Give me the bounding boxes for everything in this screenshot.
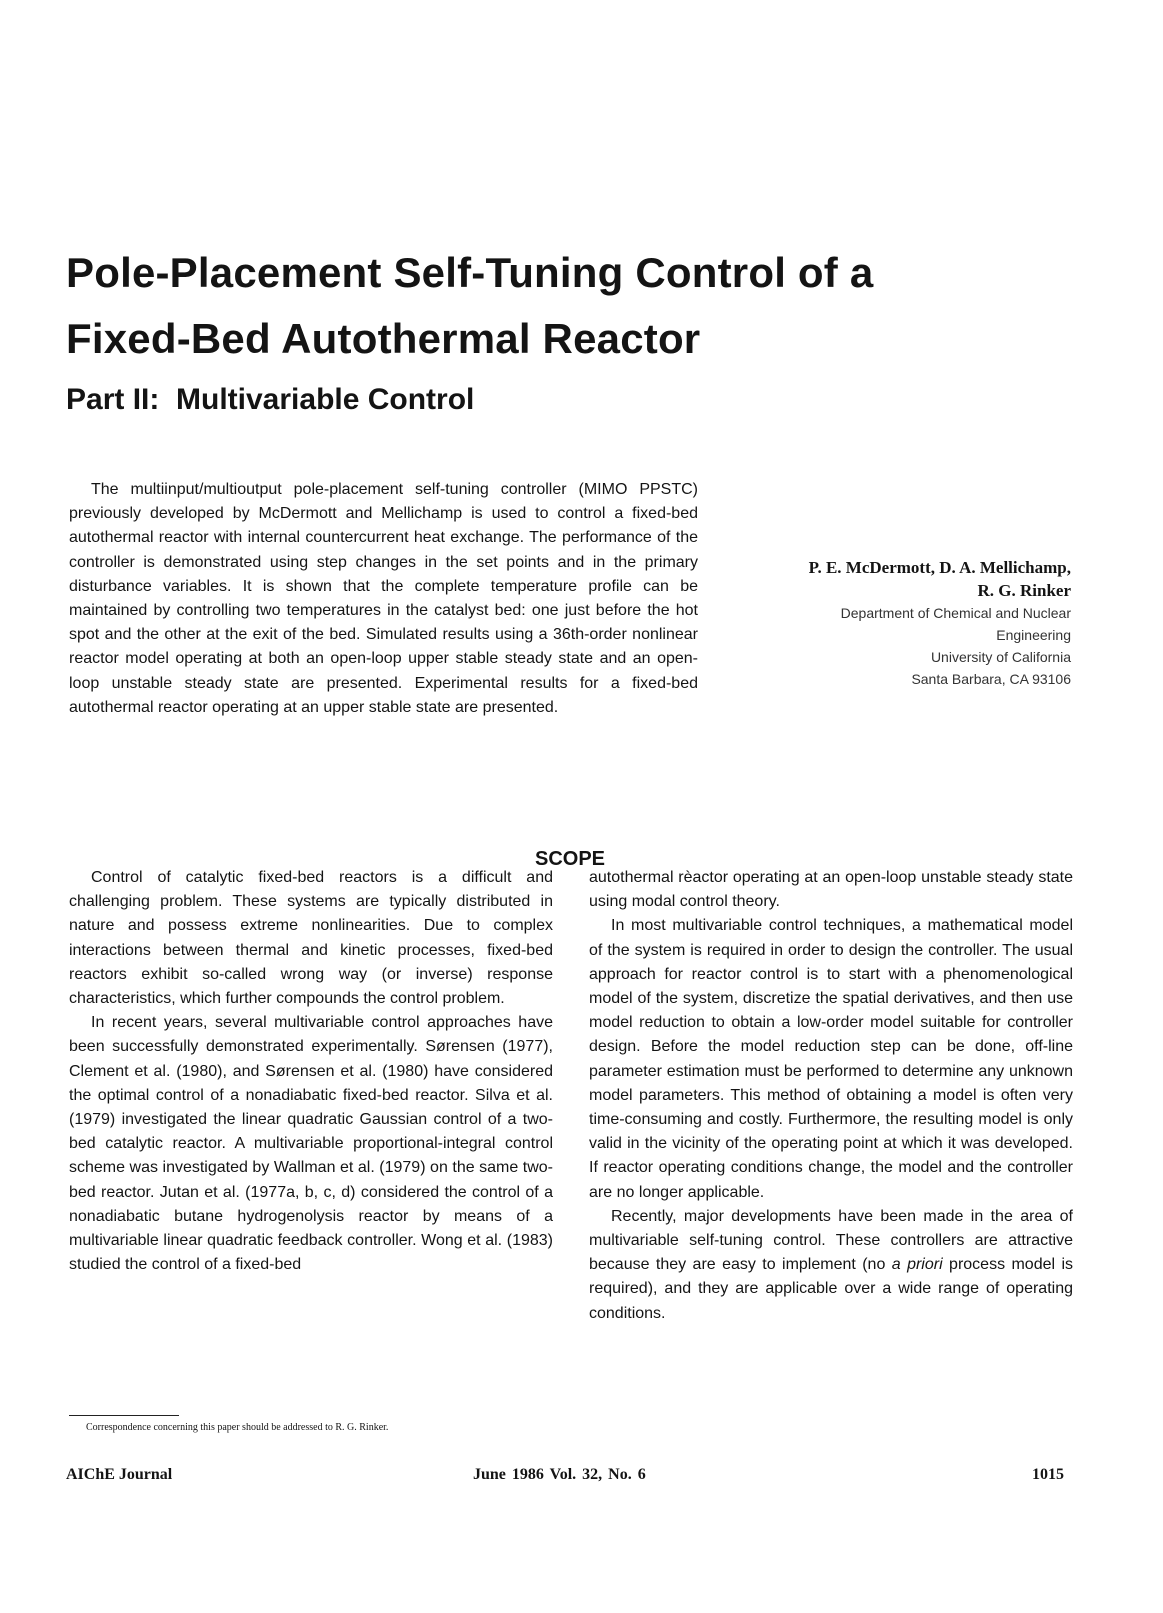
author-block bbox=[711, 556, 1071, 690]
scope-text: process model is required), and they are applicable over a wide range of operating conditions. bbox=[589, 1256, 1074, 1322]
affiliation-line-1: Department of Chemical and Nuclear bbox=[840, 605, 1071, 621]
scope-left-column bbox=[69, 866, 553, 1277]
footer-issue: June 1986 Vol. 32, No. 6 bbox=[473, 1466, 646, 1483]
affiliation-line-2: Engineering bbox=[996, 627, 1071, 643]
scope-paragraph: Control of catalytic fixed-bed reactors is a difficult and challenging problem. These systems are typically distributed in nature and possess extreme nonlinearities. Due to complex interactions between thermal and kinetic processes, fixed-bed reactors exhibit so-called wrong way (or inverse) response characteristics, which further compounds the control problem. bbox=[69, 869, 553, 1008]
footer-journal: AIChE Journal bbox=[66, 1466, 173, 1483]
paper-subtitle: Part II: Multivariable Control bbox=[66, 383, 475, 416]
abstract-text: The multiinput/multioutput pole-placement self-tuning controller (MIMO PPSTC) previously developed by McDermott and Mellichamp is used to control a fixed-bed autothermal reactor with internal countercurrent heat exchange. The performance of the controller is demonstrated using step changes in the set points and in the primary disturbance variables. It is shown that the complete temperature profile can be maintained by controlling two temperatures in the catalyst bed: one just before the hot spot and the other at the exit of the bed. Simulated results using a 36th-order nonlinear reactor model operating at both an open-loop upper stable steady state and an open-loop unstable steady state are presented. Experimental results for a fixed-bed autothermal reactor operating at an upper stable state are presented. bbox=[69, 481, 698, 716]
author-names-line-1: P. E. McDermott, D. A. Mellichamp, bbox=[808, 558, 1071, 577]
abstract bbox=[69, 478, 698, 720]
paper-title bbox=[66, 240, 1066, 372]
scope-text: Recently, major developments have been made in the area of multivariable self-tuning control. These controllers are attractive because they are easy to implement (no bbox=[589, 1207, 1073, 1274]
affiliation-line-4: Santa Barbara, CA 93106 bbox=[911, 671, 1071, 687]
scope-paragraph bbox=[589, 1205, 1073, 1326]
scope-right-column bbox=[589, 866, 1073, 1326]
scope-paragraph: In most multivariable control techniques, a mathematical model of the system is required in order to design the controller. The usual approach for reactor control is to start with a phenomenological model of the system, discretize the spatial derivatives, and then use model reduction to obtain a low-order model suitable for controller design. Before the model reduction step can be done, off-line parameter estimation must be performed to determine any unknown model parameters. This method of obtaining a model is often very time-consuming and costly. Furthermore, the resulting model is only valid in the vicinity of the operating point at which it was developed. If reactor operating conditions change, the model and the controller are no longer applicable. bbox=[589, 917, 1073, 1201]
title-line-2: Fixed-Bed Autothermal Reactor bbox=[66, 315, 701, 362]
footer-page-number: 1015 bbox=[1032, 1466, 1064, 1483]
scope-paragraph: In recent years, several multivariable control approaches have been successfully demonstrated experimentally. Sørensen (1977), Clement et al. (1980), and Sørensen et al. (1980) have considered the optimal control of a nonadiabatic fixed-bed reactor. Silva et al. (1979) investigated the linear quadratic Gaussian control of a two-bed catalytic reactor. A multivariable proportional-integral control scheme was investigated by Wallman et al. (1979) on the same two-bed reactor. Jutan et al. (1977a, b, c, d) considered the control of a nonadiabatic butane hydrogenolysis reactor by means of a multivariable linear quadratic feedback controller. Wong et al. (1983) studied the control of a fixed-bed bbox=[69, 1014, 553, 1274]
correspondence-footnote: Correspondence concerning this paper should be addressed to R. G. Rinker. bbox=[86, 1422, 389, 1433]
title-line-1: Pole-Placement Self-Tuning Control of a bbox=[66, 249, 874, 296]
affiliation-line-3: University of California bbox=[930, 649, 1071, 665]
scope-heading: SCOPE bbox=[534, 848, 606, 870]
scope-paragraph: autothermal rèactor operating at an open-loop unstable steady state using modal control theory. bbox=[589, 869, 1073, 911]
author-names-line-2: R. G. Rinker bbox=[977, 581, 1071, 600]
italic-term: a priori bbox=[891, 1256, 943, 1274]
footnote-divider bbox=[69, 1415, 179, 1416]
